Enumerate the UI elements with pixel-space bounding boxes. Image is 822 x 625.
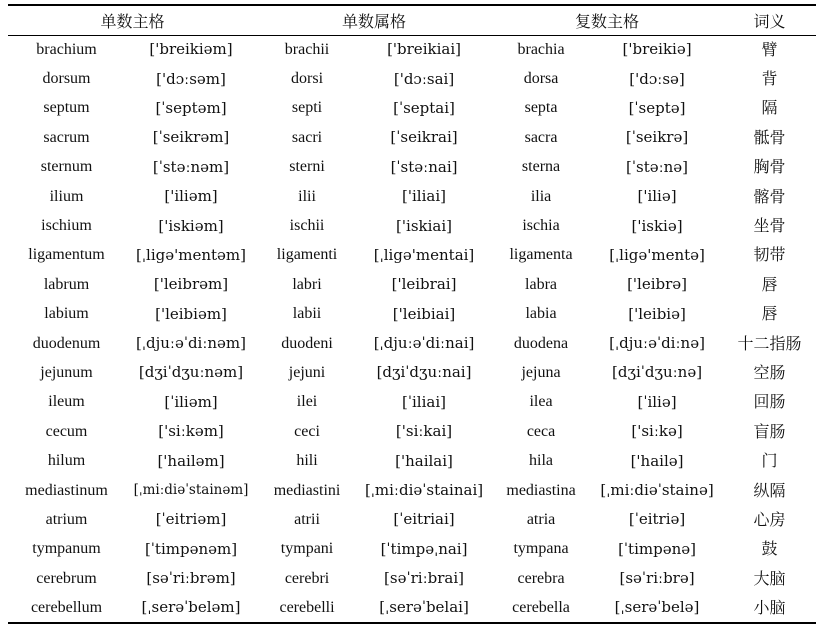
singular-ipa: [ˈtimpənəm]	[144, 539, 238, 558]
singular-ipa: [ˌligə'mentəm]	[136, 245, 246, 264]
genitive-ipa: [ˌdjuːəˈdiːnai]	[373, 334, 475, 353]
singular-ipa: [ˈseikrəm]	[152, 128, 230, 147]
genitive-ipa: ['hailai]	[395, 451, 453, 470]
genitive-ipa: ['iliai]	[402, 187, 446, 206]
table-row	[8, 329, 816, 358]
plural-form: brachia	[517, 40, 565, 58]
genitive-form: sacri	[291, 128, 323, 146]
genitive-form: ilii	[298, 187, 316, 205]
plural-form: ilia	[530, 187, 552, 205]
genitive-form: tympani	[280, 540, 334, 558]
table-row	[8, 505, 816, 534]
singular-ipa: [səˈriːbrəm]	[146, 569, 236, 588]
plural-ipa: [ˌligə'mentə]	[609, 245, 705, 264]
singular-form: atrium	[45, 510, 88, 528]
genitive-form: cerebelli	[257, 593, 357, 622]
header-meaning: 词义	[723, 5, 816, 35]
singular-ipa: ['leibiəm]	[155, 304, 227, 323]
singular-ipa: [ˈeitriəm]	[155, 510, 227, 529]
plural-ipa: [ˌserəˈbelə]	[591, 593, 723, 622]
singular-form: ilium	[49, 187, 84, 205]
genitive-form: mediastini	[273, 481, 341, 499]
table-row	[8, 270, 816, 299]
genitive-ipa: ['iskiai]	[396, 216, 452, 235]
singular-ipa: [ˌdjuːəˈdiːnəm]	[136, 334, 247, 353]
plural-ipa: [dʒiˈdʒuːnə]	[612, 363, 703, 382]
singular-ipa: ['leibrəm]	[153, 275, 229, 294]
meaning-cell: 隔	[761, 98, 778, 118]
genitive-ipa: [ˈseikrai]	[390, 128, 458, 147]
plural-form: hila	[529, 452, 554, 470]
plural-ipa: ['iliə]	[637, 187, 677, 206]
plural-ipa: ['iskiə]	[631, 216, 683, 235]
latin-noun-declension-table	[8, 4, 816, 624]
table-row	[8, 535, 816, 564]
meaning-cell: 唇	[761, 304, 778, 324]
singular-form: tympanum	[32, 540, 101, 558]
plural-form: jejuna	[521, 363, 561, 381]
singular-ipa: ['breikiəm]	[149, 40, 233, 59]
plural-ipa: ['leibrə]	[627, 275, 688, 294]
singular-ipa: [ˌserəˈbeləm]	[125, 593, 257, 622]
genitive-ipa: [ˌserəˈbelai]	[357, 593, 491, 622]
table-row	[8, 476, 816, 505]
genitive-ipa: ['breikiai]	[387, 40, 461, 59]
header-singular-genitive: 单数属格	[257, 5, 491, 35]
plural-ipa: [ˈeitriə]	[628, 510, 686, 529]
singular-form: septum	[43, 99, 90, 117]
singular-ipa: [ˈseptəm]	[155, 98, 227, 117]
genitive-ipa: ['leibiai]	[392, 304, 456, 323]
genitive-form: labii	[292, 305, 322, 323]
meaning-cell: 小脑	[723, 593, 816, 622]
table-row	[8, 211, 816, 240]
singular-form: hilum	[47, 452, 86, 470]
genitive-ipa: [ˈtimpəˌnai]	[380, 539, 468, 558]
table-row	[8, 593, 816, 622]
genitive-form: cerebri	[284, 569, 330, 587]
singular-form: sternum	[40, 158, 93, 176]
singular-ipa: ['dɔːsəm]	[156, 69, 226, 88]
singular-ipa: ['hailəm]	[157, 451, 225, 470]
table-row	[8, 241, 816, 270]
genitive-form: hili	[296, 452, 318, 470]
plural-ipa: [ˈseptə]	[628, 98, 686, 117]
plural-form: ischia	[522, 217, 560, 235]
plural-form: dorsa	[523, 70, 559, 88]
table-row	[8, 564, 816, 593]
meaning-cell: 胸骨	[753, 157, 786, 177]
singular-form: cerebrum	[36, 569, 97, 587]
singular-ipa: ['iliəm]	[164, 187, 218, 206]
singular-ipa: [ˈstəːnəm]	[152, 157, 230, 176]
meaning-cell: 心房	[753, 509, 786, 529]
header-row	[8, 5, 816, 35]
singular-form: ileum	[48, 393, 85, 411]
singular-form: cecum	[45, 422, 88, 440]
genitive-ipa: [səˈriːbrai]	[384, 569, 464, 588]
table-row	[8, 182, 816, 211]
singular-ipa: ['siːkəm]	[158, 422, 224, 441]
genitive-ipa: [ˌligə'mentai]	[373, 245, 475, 264]
plural-form: sterna	[521, 158, 561, 176]
genitive-form: duodeni	[281, 334, 333, 352]
genitive-form: ischii	[289, 217, 325, 235]
table-row	[8, 446, 816, 475]
header-plural-nominative: 复数主格	[491, 5, 723, 35]
genitive-form: septi	[291, 99, 323, 117]
table-body	[8, 35, 816, 623]
singular-form: jejunum	[40, 363, 93, 381]
meaning-cell: 背	[761, 69, 778, 89]
table-row	[8, 123, 816, 152]
singular-form: dorsum	[42, 70, 91, 88]
singular-form: sacrum	[43, 128, 90, 146]
table-row	[8, 35, 816, 64]
meaning-cell: 回肠	[753, 392, 786, 412]
plural-form: cerebella	[491, 593, 591, 622]
genitive-ipa: [ˈseptai]	[393, 98, 455, 117]
genitive-form: atrii	[294, 510, 320, 528]
singular-form: labrum	[43, 275, 90, 293]
genitive-ipa: [ˈstəːnai]	[390, 157, 458, 176]
genitive-ipa: [ˈeitriai]	[393, 510, 455, 529]
table-header	[8, 5, 816, 35]
table-row	[8, 94, 816, 123]
singular-ipa: [dʒiˈdʒuːnəm]	[138, 363, 244, 382]
table-row	[8, 388, 816, 417]
plural-form: cerebra	[517, 569, 565, 587]
genitive-form: jejuni	[288, 363, 326, 381]
singular-form: brachium	[36, 40, 97, 58]
genitive-ipa: ['siːkai]	[395, 422, 453, 441]
table-row	[8, 417, 816, 446]
meaning-cell: 门	[761, 451, 778, 471]
plural-ipa: [səˈriːbrə]	[619, 569, 695, 588]
meaning-cell: 骶骨	[753, 127, 786, 147]
table-row	[8, 64, 816, 93]
genitive-form: sterni	[289, 158, 325, 176]
plural-ipa: [ˈtimpənə]	[618, 539, 696, 558]
genitive-ipa: [ˌmiːdiəˈstainai]	[364, 481, 484, 500]
meaning-cell: 唇	[761, 274, 778, 294]
plural-form: labra	[525, 275, 558, 293]
meaning-cell: 韧带	[753, 245, 786, 265]
plural-ipa: ['leibiə]	[628, 304, 686, 323]
singular-form: duodenum	[32, 334, 101, 352]
plural-ipa: ['breikiə]	[622, 40, 692, 59]
genitive-form: dorsi	[291, 70, 324, 88]
plural-form: sacra	[524, 128, 558, 146]
meaning-cell: 鼓	[761, 539, 778, 559]
plural-ipa: ['hailə]	[630, 451, 684, 470]
meaning-cell: 十二指肠	[737, 333, 802, 353]
genitive-ipa: ['dɔːsai]	[393, 69, 455, 88]
plural-ipa: [ˌdjuːəˈdiːnə]	[609, 334, 705, 353]
plural-ipa: [ˈseikrə]	[625, 128, 689, 147]
plural-form: atria	[526, 510, 556, 528]
meaning-cell: 坐骨	[753, 216, 786, 236]
meaning-cell: 大脑	[753, 568, 786, 588]
plural-ipa: ['siːkə]	[631, 422, 683, 441]
plural-form: septa	[524, 99, 558, 117]
genitive-form: ceci	[294, 422, 320, 440]
genitive-form: ligamenti	[276, 246, 338, 264]
plural-form: ceca	[526, 422, 556, 440]
meaning-cell: 髂骨	[753, 186, 786, 206]
singular-form: cerebellum	[8, 593, 125, 622]
genitive-form: labri	[292, 275, 322, 293]
plural-ipa: [ˈiliə]	[637, 392, 677, 411]
plural-form: tympana	[513, 540, 569, 558]
genitive-form: brachii	[284, 40, 330, 58]
plural-ipa: [ˌmiːdiəˈstainə]	[600, 481, 714, 500]
meaning-cell: 空肠	[753, 362, 786, 382]
table-row	[8, 300, 816, 329]
table-row	[8, 358, 816, 387]
singular-ipa: [ˌmiːdiəˈstainəm]	[133, 482, 249, 499]
table-row	[8, 153, 816, 182]
plural-form: ilea	[529, 393, 553, 411]
genitive-ipa: [dʒiˈdʒuːnai]	[376, 363, 472, 382]
plural-form: mediastina	[506, 481, 576, 499]
meaning-cell: 盲肠	[753, 421, 786, 441]
genitive-ipa: [ˈiliai]	[402, 392, 446, 411]
singular-ipa: ['iskiəm]	[158, 216, 224, 235]
genitive-form: ilei	[296, 393, 318, 411]
genitive-ipa: ['leibrai]	[391, 275, 457, 294]
plural-ipa: [ˈstəːnə]	[626, 157, 689, 176]
singular-form: ligamentum	[28, 246, 105, 264]
plural-form: duodena	[513, 334, 569, 352]
plural-form: labia	[525, 305, 557, 323]
header-singular-nominative: 单数主格	[8, 5, 257, 35]
plural-ipa: ['dɔːsə]	[629, 69, 685, 88]
singular-form: ischium	[41, 217, 92, 235]
singular-form: mediastinum	[25, 481, 108, 499]
singular-ipa: [ˈiliəm]	[164, 392, 218, 411]
singular-form: labium	[44, 305, 89, 323]
meaning-cell: 纵隔	[753, 480, 786, 500]
plural-form: ligamenta	[509, 246, 573, 264]
meaning-cell: 臂	[761, 39, 778, 59]
